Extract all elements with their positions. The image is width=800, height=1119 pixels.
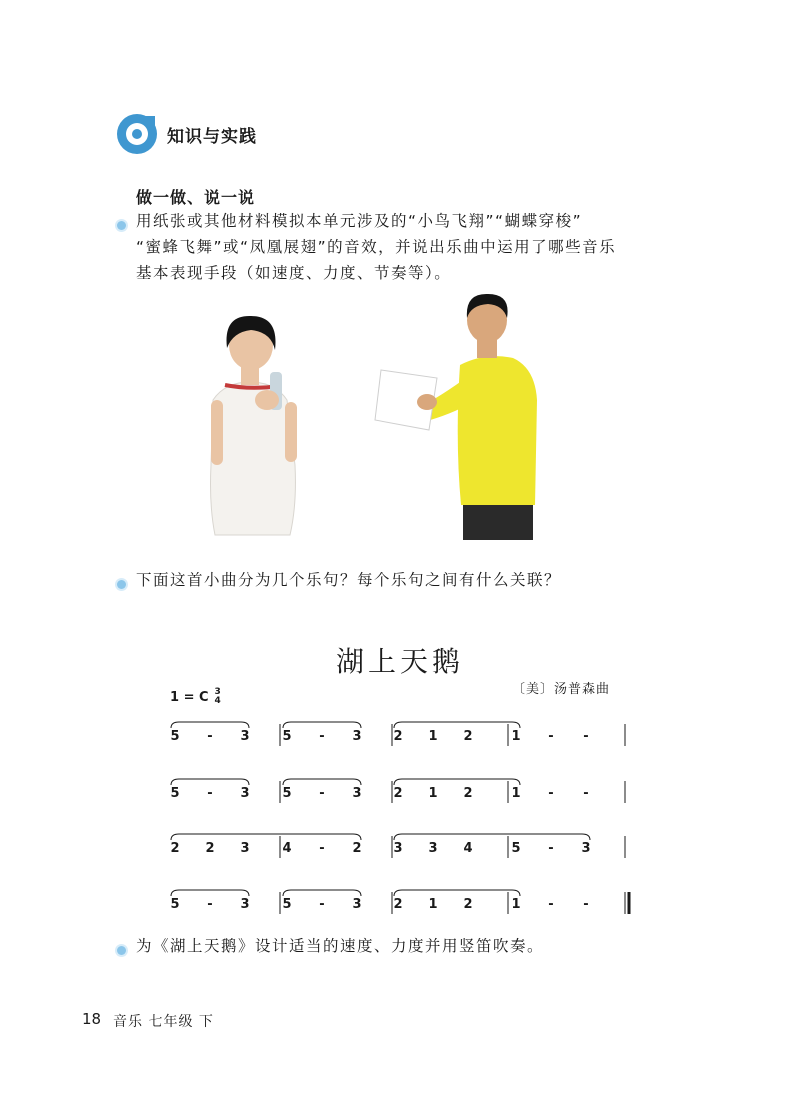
activity-line: 基本表现手段（如速度、力度、节奏等）。: [136, 264, 452, 282]
song-title: 湖上天鹅: [335, 645, 464, 678]
numbered-score: [160, 712, 640, 922]
score-note: 3: [352, 729, 362, 744]
score-note: 2: [205, 841, 215, 856]
slur: [394, 890, 520, 896]
task-text: [136, 933, 544, 959]
task-line: 为《湖上天鹅》设计适当的速度、力度并用竖笛吹奏。: [136, 937, 545, 955]
score-note: 1: [428, 729, 438, 744]
score-note: 5: [170, 786, 180, 801]
score-note: 2: [352, 841, 362, 856]
score-note: 2: [393, 786, 403, 801]
score-note: -: [548, 729, 554, 744]
slur: [394, 722, 520, 728]
bullet-icon: [117, 221, 126, 230]
section-title: 知识与实践: [167, 126, 257, 147]
bullet-icon: [117, 580, 126, 589]
score-note: 2: [463, 897, 473, 912]
score-note: 1: [511, 729, 521, 744]
section-header: [117, 112, 257, 156]
slur: [394, 779, 520, 785]
score-note: -: [319, 841, 325, 856]
score-note: -: [548, 841, 554, 856]
score-note: 4: [463, 841, 473, 856]
students-photo: [205, 290, 550, 540]
score-note: -: [583, 729, 589, 744]
score-note: 3: [240, 786, 250, 801]
score-note: 3: [428, 841, 438, 856]
slur: [283, 722, 361, 728]
score-note: 5: [282, 729, 292, 744]
slur: [394, 834, 590, 840]
score-note: 5: [511, 841, 521, 856]
score-note: -: [207, 729, 213, 744]
slur: [283, 890, 361, 896]
score-note: -: [548, 897, 554, 912]
bullet-icon: [117, 946, 126, 955]
score-note: 2: [393, 897, 403, 912]
boy-figure: [375, 294, 537, 540]
score-note: 4: [282, 841, 292, 856]
time-signature: [215, 688, 221, 706]
score-note: -: [583, 786, 589, 801]
score-note: -: [583, 897, 589, 912]
key-signature: [170, 688, 221, 706]
score-note: 1: [428, 897, 438, 912]
score-note: 2: [170, 841, 180, 856]
score-note: 5: [282, 897, 292, 912]
question-text: [136, 567, 561, 593]
activity-line: “蜜蜂飞舞”或“凤凰展翅”的音效，并说出乐曲中运用了哪些音乐: [136, 238, 617, 256]
question-line: 下面这首小曲分为几个乐句？每个乐句之间有什么关联？: [136, 571, 562, 589]
score-note: 1: [428, 786, 438, 801]
slur: [171, 779, 249, 785]
score-note: 1: [511, 897, 521, 912]
page-number: 18: [82, 1010, 102, 1028]
activity-line: 用纸张或其他材料模拟本单元涉及的“小鸟飞翔”“蝴蝶穿梭”: [136, 212, 583, 230]
score-note: 3: [240, 841, 250, 856]
slur: [171, 722, 249, 728]
score-note: -: [319, 897, 325, 912]
score-note: -: [548, 786, 554, 801]
score-note: 5: [170, 729, 180, 744]
score-note: 2: [463, 729, 473, 744]
slur: [283, 779, 361, 785]
score-note: 3: [240, 897, 250, 912]
book-title: 音乐 七年级 下: [113, 1014, 214, 1030]
score-note: 2: [393, 729, 403, 744]
composer: 〔美〕汤普森曲: [512, 682, 611, 697]
score-note: 1: [511, 786, 521, 801]
score-note: 5: [282, 786, 292, 801]
score-note: -: [319, 786, 325, 801]
score-note: 3: [352, 897, 362, 912]
score-note: 3: [352, 786, 362, 801]
girl-figure: [211, 316, 298, 535]
score-note: 2: [463, 786, 473, 801]
score-note: 3: [581, 841, 591, 856]
slur: [171, 890, 249, 896]
section-number-6-icon: [117, 114, 157, 154]
score-note: 3: [393, 841, 403, 856]
slur: [171, 834, 361, 840]
time-signature-bottom: 4: [214, 696, 221, 706]
activity-paragraph: [136, 208, 616, 286]
score-note: -: [319, 729, 325, 744]
score-note: -: [207, 897, 213, 912]
activity-heading: 做一做、说一说: [136, 188, 256, 207]
score-note: 5: [170, 897, 180, 912]
score-note: -: [207, 786, 213, 801]
time-signature-top: 3: [214, 687, 221, 697]
key-label: 1 = C: [170, 689, 209, 705]
score-note: 3: [240, 729, 250, 744]
